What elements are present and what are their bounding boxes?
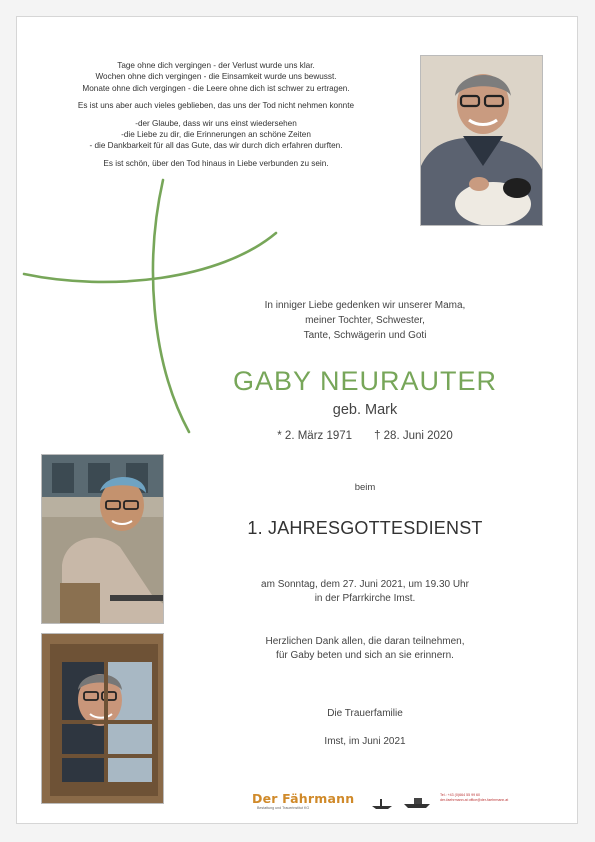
deceased-name: GABY NEURAUTER [232,366,498,396]
thanks-line: für Gaby beten und sich an sie erinnern. [276,650,454,661]
outdoor-photo [41,454,164,624]
poem-stanza-2 [36,100,396,111]
boat-icon [370,794,434,810]
service-title: 1. JAHRESGOTTESDIENST [247,518,483,538]
death-date: † 28. Juni 2020 [374,430,453,442]
poem-line: Wochen ohne dich vergingen - die Einsamkeit wurde uns bewusst. [95,72,337,82]
window-photo [41,633,164,804]
poem [36,60,396,175]
poem-line: Tage ohne dich vergingen - der Verlust wurde uns klar. [117,61,315,70]
birth-date: * 2. März 1971 [277,430,353,442]
funeral-home-logo: Der Fährmann [252,791,355,806]
dedication-line: meiner Tochter, Schwester, [305,315,425,326]
portrait-illustration [421,56,543,226]
window-illustration [42,634,164,804]
poem-line: Es ist schön, über den Tod hinaus in Liebe verbunden zu sein. [103,158,329,168]
dedication-line: In inniger Liebe gedenken wir unserer Mama, [264,300,466,311]
thanks-line: Herzlichen Dank allen, die daran teilnehmen, [265,636,465,647]
poem-line: Monate ohne dich vergingen - die Leere ohne dich ist schwer zu ertragen. [82,83,350,93]
poem-line: Es ist uns aber auch vieles geblieben, das uns der Tod nicht nehmen konnte [77,101,355,111]
beim-text: beim [354,482,376,493]
life-dates [200,430,530,442]
dedication-text [200,298,530,343]
family-signature: Die Trauerfamilie [327,708,403,719]
thanks-text [200,635,530,663]
contact-phone: Tel.: +43 (0)664 55 99 60 [440,793,481,797]
outdoor-illustration [42,455,164,624]
dedication-line: Tante, Schwägerin und Goti [303,330,427,341]
poem-stanza-4 [36,158,396,169]
contact-info [440,793,508,803]
contact-web: der-faehrmann.at office@der-faehrmann.at [440,798,509,802]
poem-stanza-1 [36,60,396,94]
funeral-home-subtitle: Bestattung und Trauerinstitut KG [257,806,310,810]
service-location-line: in der Pfarrkirche Imst. [314,593,416,604]
service-date-line: am Sonntag, dem 27. Juni 2021, um 19.30 Uhr [261,579,469,590]
service-details [200,578,530,606]
poem-line: -die Liebe zu dir, die Erinnerungen an schöne Zeiten [121,130,311,140]
place-date: Imst, im Juni 2021 [324,736,406,747]
poem-line: - die Dankbarkeit für all das Gute, das wir durch dich erfahren durften. [89,141,343,151]
poem-line: -der Glaube, dass wir uns einst wiedersehen [135,118,297,128]
maiden-name: geb. Mark [332,402,398,418]
portrait-photo [420,55,543,226]
poem-stanza-3 [36,118,396,152]
